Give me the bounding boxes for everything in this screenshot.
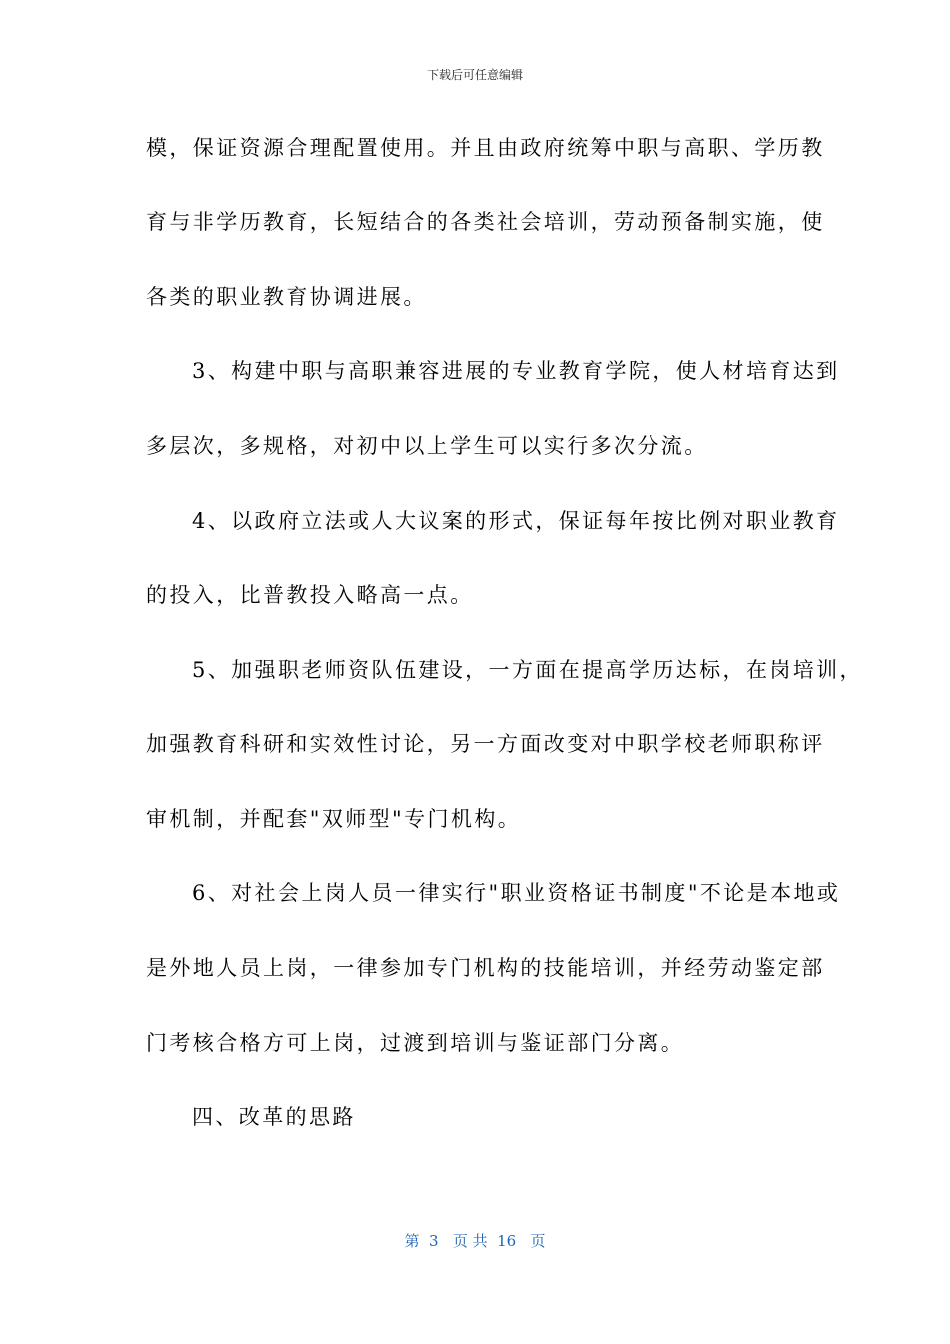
paragraph-5-line-2: 加强教育科研和实效性讨论，另一方面改变对中职学校老师职称评 <box>146 732 825 756</box>
paragraph-6-line-3: 门考核合格方可上岗，过渡到培训与鉴证部门分离。 <box>146 1031 685 1055</box>
paragraph-6-line-2: 是外地人员上岗，一律参加专门机构的技能培训，并经劳动鉴定部 <box>146 956 825 980</box>
section-heading: 四、改革的思路 <box>192 1105 356 1129</box>
paragraph-3-line-1: 3、构建中职与高职兼容进展的专业教育学院，使人材培育达到 <box>192 359 840 383</box>
body-line-1: 模，保证资源合理配置使用。并且由政府统筹中职与高职、学历教 <box>146 136 825 160</box>
paragraph-6-line-1: 6、对社会上岗人员一律实行"职业资格证书制度"不论是本地或 <box>192 881 841 905</box>
paragraph-3-line-2: 多层次，多规格，对初中以上学生可以实行多次分流。 <box>146 434 708 458</box>
page-number-footer: 第 3 页 共 16 页 <box>404 1232 546 1250</box>
body-line-2: 育与非学历教育，长短结合的各类社会培训，劳动预备制实施，使 <box>146 210 825 234</box>
paragraph-5-line-3: 审机制，并配套"双师型"专门机构。 <box>146 807 522 831</box>
paragraph-4-line-1: 4、以政府立法或人大议案的形式，保证每年按比例对职业教育 <box>192 509 840 533</box>
paragraph-5-line-1: 5、加强职老师资队伍建设，一方面在提高学历达标，在岗培训， <box>192 658 863 682</box>
body-line-3: 各类的职业教育协调进展。 <box>146 285 427 309</box>
page-header: 下载后可任意编辑 <box>426 68 523 82</box>
paragraph-4-line-2: 的投入，比普教投入略高一点。 <box>146 583 474 607</box>
